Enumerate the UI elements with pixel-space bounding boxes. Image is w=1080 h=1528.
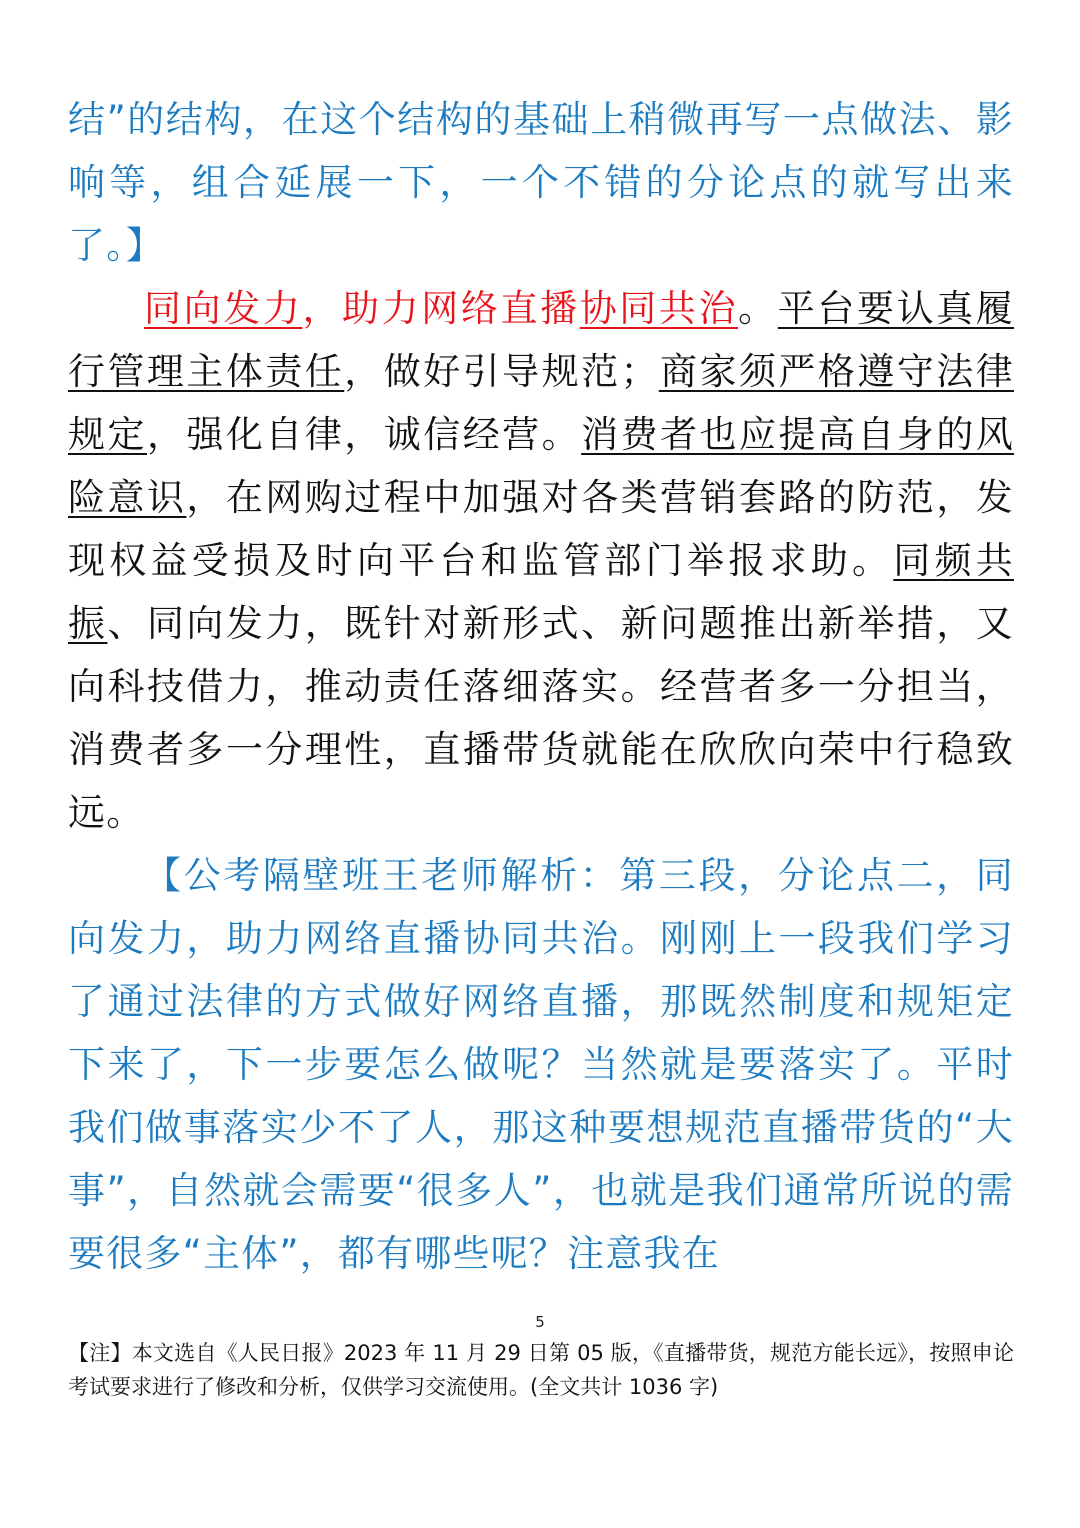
- body-text: ，在网购过程中加强对各类营销套路的防范，发现权益受损及时向平台和监管部门举报求助。: [68, 476, 1015, 582]
- body-text: 、同向发力，既针对新形式、新问题推出新举措，又向科技借力，推动责任落细落实。经营者多一分担当，消费者多一分理性，直播带货就能在欣欣向荣中行稳致远。: [68, 602, 1015, 834]
- sub-argument-keyword: 协同共治: [579, 287, 739, 330]
- footnote-label: 【注】: [68, 1341, 132, 1365]
- body-content: [68, 88, 1014, 1285]
- analysis-paragraph-continued: [68, 88, 1014, 277]
- footnote-text: 本文选自《人民日报》2023 年 11 月 29 日第 05 版，《直播带货，规范方能长远》，按照申论考试要求进行了修改和分析，仅供学习交流使用。(全文共计 1036 字): [68, 1341, 1015, 1399]
- main-paragraph: [68, 277, 1014, 844]
- analysis-paragraph: [68, 844, 1014, 1285]
- sub-argument-text: ，助力网络直播: [302, 287, 580, 330]
- underlined-subject-merchant: 商家须严格遵守法律规定: [68, 350, 1014, 456]
- analysis-text: 【公考隔壁班王老师解析：第三段，分论点二，同向发力，助力网络直播协同共治。刚刚上一段我们学习了通过法律的方式做好网络直播，那既然制度和规矩定下来了，下一步要怎么做呢？当然就是要落实了。平时我们做事落实少不了人，那这种要想规范直播带货的“大事”，自然就会需要“很多人”，也就是我们通常所说的需要很多“主体”，都有哪些呢？注意我在: [68, 854, 1014, 1275]
- page-number: 5: [535, 1313, 545, 1331]
- analysis-text: 结”的结构，在这个结构的基础上稍微再写一点做法、影响等，组合延展一下，一个不错的分论点的就写出来了。】: [68, 98, 1014, 267]
- sub-argument-keyword: 同向发力: [144, 287, 303, 330]
- underlined-keyword: 同频共振: [68, 539, 1014, 645]
- underlined-subject-consumer: 消费者也应提高自身的风险意识: [68, 413, 1015, 519]
- body-text: ，做好引导规范；: [344, 350, 659, 393]
- underlined-subject-platform: 平台要认真履行管理主体责任: [68, 287, 1014, 393]
- body-text: 。: [738, 287, 778, 330]
- footnote: [68, 1336, 1014, 1404]
- body-text: ，强化自律，诚信经营。: [146, 413, 582, 456]
